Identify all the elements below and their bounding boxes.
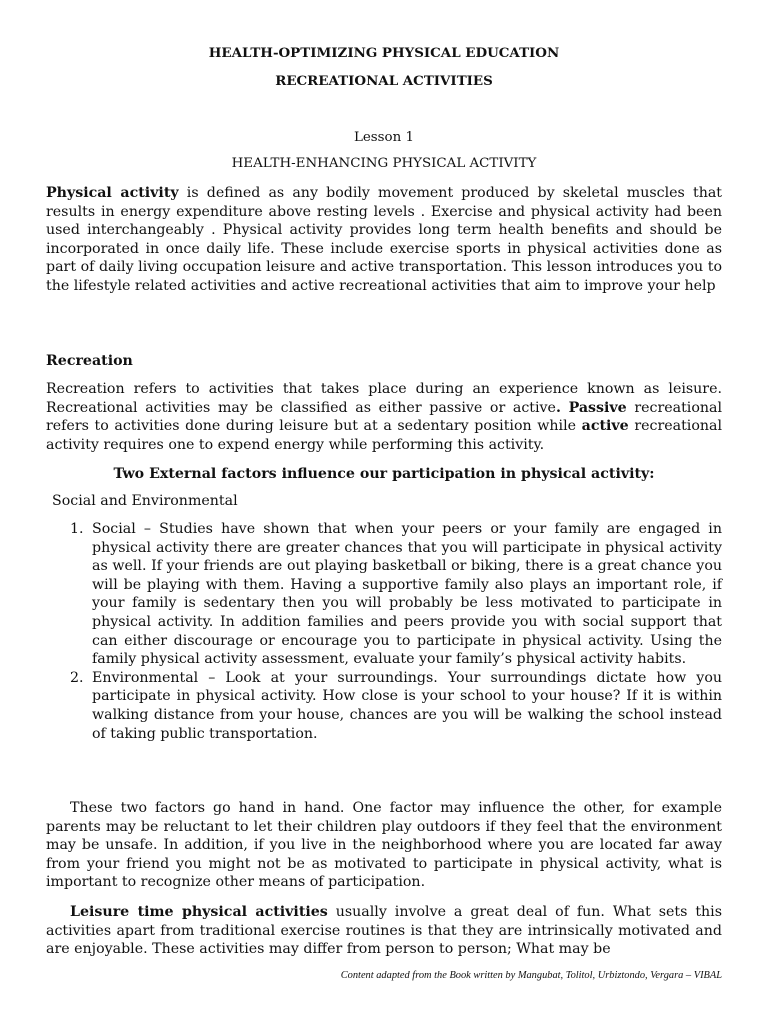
intro-text: is defined as any bodily movement produced by skeletal muscles that results in energy expenditure above resting levels . Exercise and physical activity had been used interchangeably . Physical activity provides long term health benefits and should be incorporated in once daily life. These include exercise sports in physical activities done as part of daily living occupation leisure and active transportation. This lesson introduces you to the lifestyle related activities and active recreational activities that aim to improve your help [46,185,722,294]
lesson-number: Lesson 1 [353,130,415,145]
footer-credit: Content adapted from the Book written by Mangubat, Tolitol, Urbiztondo, Vergara – VIBAL [340,970,722,981]
document-subtitle: RECREATIONAL ACTIVITIES [275,73,493,89]
active-term: active [581,418,629,435]
leisure-text: usually involve a great deal of fun. What sets this activities apart from traditional exercise routines is that they are intrinsically motivated and are enjoyable. These activities may differ from person to person; What may be [46,904,722,958]
list-item [70,520,722,669]
recreation-text-2: recreational refers to activities done during leisure but at a sedentary position while [46,399,723,435]
factors-subheading: Social and Environmental [52,493,238,509]
recreation-text-1: Recreation refers to activities that takes place during an experience known as leisure. Recreational activities may be classified as either passive or active [46,381,722,416]
list-number: 1. [70,521,84,537]
recreation-dot: . [555,399,561,416]
recreation-text-3: recreational activity requires one to expend energy while performing this activity. [46,418,723,453]
list-item [70,669,722,743]
document-title: HEALTH-OPTIMIZING PHYSICAL EDUCATION [208,45,560,61]
list-item-text: Social – Studies have shown that when your peers or your family are engaged in physical activity there are greater chances that you will participate in physical activity as well. If your friends are out playing basketball or biking, there is a great chance you will be playing with them. Having a supportive family also plays an important role, if your family is sedentary then you will probably be less motivated to participate in physical activity. In addition families and peers provide you with social support that can either discourage or encourage you to participate in physical activity. Using the family physical activity assessment, evaluate your family’s physical activity habits. [92,521,722,668]
list-item-text: Environmental – Look at your surroundings. Your surroundings dictate how you participate in physical activity. How close is your school to your house? If it is within walking distance from your house, chances are you will be walking the school instead of taking public transportation. [92,669,722,742]
factors-list [70,520,722,743]
hand-in-hand-paragraph: These two factors go hand in hand. One factor may influence the other, for example parents may be reluctant to let their children play outdoors if they feel that the environment may be unsafe. In addition, if you live in the neighborhood where you are located far away from your friend you might not be as motivated to participate in physical activity, what is important to recognize other means of participation. [46,800,722,891]
list-number: 2. [70,669,84,686]
leisure-paragraph [46,903,722,959]
leisure-term: Leisure time physical activities [70,904,328,920]
factors-heading: Two External factors influence our participation in physical activity: [113,466,655,482]
intro-term: Physical activity [46,185,179,201]
passive-term: Passive [568,399,627,416]
lesson-title: HEALTH-ENHANCING PHYSICAL ACTIVITY [231,156,537,171]
recreation-heading: Recreation [46,353,133,369]
intro-paragraph [46,184,722,296]
recreation-paragraph [46,380,722,454]
